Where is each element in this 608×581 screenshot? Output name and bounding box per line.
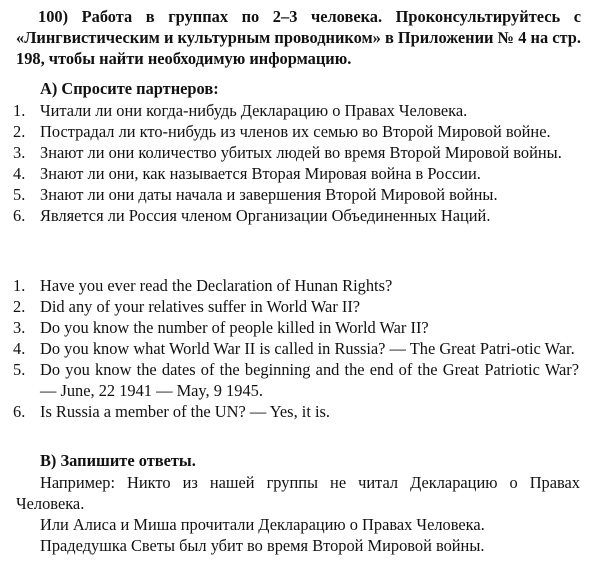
list-marker: 3. [13,143,26,162]
list-item-text: Знают ли они даты начала и завершения Второй Мировой войны. [40,185,498,204]
list-marker: 2. [13,297,26,316]
list-marker: 5. [13,185,26,204]
list-item [0,121,579,142]
list-marker: 1. [13,276,26,295]
exercise-number: 100) [38,7,69,26]
list-item [0,100,579,121]
list-item [0,163,579,184]
list-item [0,401,579,422]
exercise-instruction [16,6,581,69]
list-item [0,205,579,226]
list-marker: 1. [13,101,26,120]
list-marker: 6. [13,206,26,225]
list-item-text: Знают ли они количество убитых людей во время Второй Мировой войны. [40,143,562,162]
english-questions-list [0,275,608,422]
list-marker: 2. [13,122,26,141]
example-answer-2: Или Алиса и Миша прочитали Декларацию о Правах Человека. [40,515,485,534]
list-item-text: Did any of your relatives suffer in World War II? [40,297,361,316]
russian-questions-list [0,100,608,226]
list-item-text: Пострадал ли кто-нибудь из членов их семью во Второй Мировой войне. [40,122,551,141]
list-item [0,317,579,338]
list-item [0,359,579,401]
list-item-text: Do you know the dates of the beginning and the end of the Great Patriotic War? — June, 22 1941 — May, 9 1945. [40,360,579,400]
list-marker: 3. [13,318,26,337]
list-item [0,142,579,163]
example-answer-1: Например: Никто из нашей группы не читал Декларацию о Правах Человека. [16,473,580,513]
list-item [0,184,579,205]
list-item-text: Читали ли они когда-нибудь Декларацию о Правах Человека. [40,101,468,120]
section-b-heading: В) Запишите ответы. [40,451,196,470]
list-marker: 4. [13,164,26,183]
list-item [0,275,579,296]
list-item-text: Знают ли они, как называется Вторая Мировая война в России. [40,164,481,183]
list-item-text: Do you know what World War II is called in Russia? — The Great Patri-otic War. [40,339,575,358]
list-item [0,296,579,317]
list-item [0,338,579,359]
list-marker: 6. [13,402,26,421]
list-item-text: Является ли Россия членом Организации Объединенных Наций. [40,206,491,225]
list-item-text: Do you know the number of people killed in World War II? [40,318,429,337]
exercise-instruction-text: Работа в группах по 2–3 человека. Проконсультируйтесь с «Лингвистическим и культурным проводником» в Приложении № 4 на стр. 198, чтобы найти необходимую информацию. [16,7,581,68]
section-a-heading: А) Спросите партнеров: [40,79,219,98]
example-answer-3: Прадедушка Светы был убит во время Второй Мировой войны. [40,536,485,555]
list-marker: 4. [13,339,26,358]
list-item-text: Have you ever read the Declaration of Hunan Rights? [40,276,393,295]
list-item-text: Is Russia a member of the UN? — Yes, it is. [40,402,330,421]
list-marker: 5. [13,360,26,379]
